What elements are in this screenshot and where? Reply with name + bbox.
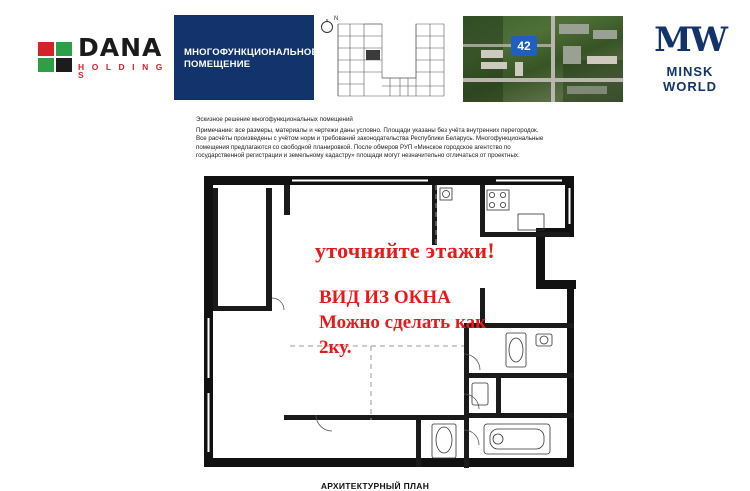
- disclaimer-line: Все расчёты произведены с учётом норм и требований законодательства Республики Беларусь. Многофункциональные: [196, 135, 544, 143]
- disclaimer-line: помещения предлагаются со свободной планировкой. После обмеров РУП «Минское городское агентство по: [196, 143, 511, 151]
- disclaimer-block: [196, 116, 626, 161]
- minsk-world-logo: [640, 20, 740, 94]
- disclaimer-title: Эскизное решение многофункциональных помещений: [196, 116, 353, 123]
- plan-caption: АРХИТЕКТУРНЫЙ ПЛАН: [320, 481, 430, 491]
- title-box-line1: МНОГОФУНКЦИОНАЛЬНОЕ: [184, 47, 319, 58]
- dana-holdings-logo: [38, 32, 168, 80]
- dana-logo-icon: [38, 42, 72, 72]
- title-box-line2: ПОМЕЩЕНИЕ: [184, 59, 251, 70]
- title-box: [174, 15, 319, 100]
- building-number-badge: 42: [511, 36, 537, 56]
- annotation-line-1: ВИД ИЗ ОКНА: [319, 287, 451, 308]
- compass-label: N: [334, 16, 339, 22]
- annotation-floors: уточняйте этажи!: [315, 238, 496, 263]
- aerial-photo: [463, 16, 623, 102]
- dana-logo-name: DANA: [78, 32, 163, 62]
- annotation-window-view: [319, 285, 486, 360]
- annotation-line-3: 2ку.: [319, 337, 352, 358]
- dana-logo-subtitle: H O L D I N G S: [78, 61, 166, 80]
- minsk-world-mark: MW: [654, 20, 726, 60]
- annotation-line-2: Можно сделать как: [319, 312, 487, 333]
- disclaimer-line: Примечание: все размеры, материалы и чертежи даны условно. Площади указаны без учёта внутренних перегородок.: [196, 126, 539, 134]
- document-header: [0, 0, 750, 110]
- disclaimer-line: государственной регистрации и земельному кадастру» площади могут незначительно отличаться от проектных.: [196, 152, 520, 160]
- building-schematic: [320, 16, 450, 102]
- minsk-world-name: MINSK WORLD: [662, 64, 718, 94]
